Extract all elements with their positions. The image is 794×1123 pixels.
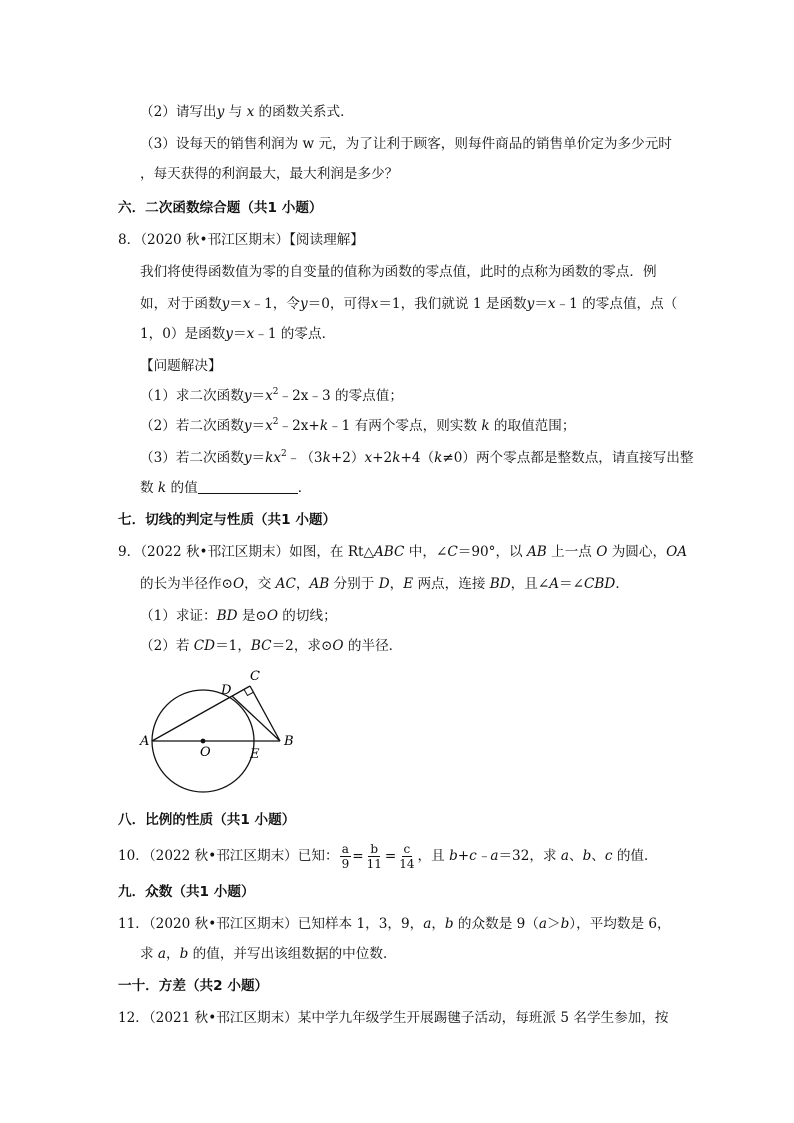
fraction-a-9: $\frac{a}{9}$	[341, 842, 350, 871]
p11-line-2: 求 a，b 的值，并写出该组数据的中位数．	[140, 946, 397, 962]
p8-item-3: （3）若二次函数$y=kx^2﹣(3k+2)x+2k+4(k\ne 0)$两个零点都是整数点，请直接写出整	[140, 449, 694, 466]
q3-line-1: （3）设每天的销售利润为 w 元，为了让利于顾客，则每件商品的销售单价定为多少元时	[140, 136, 672, 152]
section-7-title: 七．切线的判定与性质（共1 小题）	[118, 512, 337, 528]
segment-db	[232, 696, 280, 741]
segment-cb	[250, 686, 280, 741]
label-b: B	[284, 734, 294, 749]
segment-ac	[152, 686, 250, 741]
answer-blank[interactable]	[198, 479, 298, 494]
p8-item-2: （2）若二次函数$y=x^2﹣2x+k﹣1$ 有两个零点，则实数 k 的取值范围；	[140, 417, 576, 434]
label-e: E	[250, 747, 260, 762]
p8-line-1: 我们将使得函数值为零的自变量的值称为函数的零点值，此时的点称为函数的零点．例	[140, 264, 657, 280]
q2-line: （2）请写出y 与 x 的函数关系式．	[140, 104, 354, 120]
label-d: D	[221, 683, 232, 698]
section-9-title: 九．众数（共1 小题）	[118, 884, 255, 900]
problem-solving-label: 【问题解决】	[140, 358, 222, 374]
p12-line-1: 12．（2021 秋•邗江区期末）某中学九年级学生开展踢毽子活动，每班派 5 名学生参加，按	[118, 1010, 669, 1026]
p9-line-1: 9．（2022 秋•邗江区期末）如图，在 Rt△ABC 中，∠C＝90°，以 AB 上一点 O 为圆心，OA	[118, 544, 688, 560]
p9-line-2: 的长为半径作⊙O，交 AC，AB 分别于 D，E 两点，连接 BD，且∠A＝∠CBD．	[140, 576, 629, 592]
p9-item-1: （1）求证：BD 是⊙O 的切线；	[140, 608, 337, 624]
circle-tangent-figure	[130, 660, 310, 800]
section-8-title: 八．比例的性质（共1 小题）	[118, 812, 296, 828]
label-o: O	[200, 745, 211, 760]
problem-8-header: 8．（2020 秋•邗江区期末）【阅读理解】	[118, 232, 364, 248]
p8-item-3-cont: 数 k 的值 ．	[140, 480, 312, 496]
p8-line-2: 如，对于函数y＝x﹣1，令y＝0，可得x＝1，我们就说 1 是函数y＝x﹣1 的零点值，点（	[140, 296, 678, 312]
p10-line: 10．（2022 秋•邗江区期末）已知： $\frac{a}{9}$ = $\frac{b}{11}$ = $\frac{c}{14}$ ，且 b+c﹣a＝32，求 a、b、c 的值．	[118, 842, 658, 871]
section-6-title: 六．二次函数综合题（共1 小题）	[118, 200, 323, 216]
fraction-c-14: $\frac{c}{14}$	[399, 842, 415, 871]
p9-item-2: （2）若 CD＝1，BC＝2，求⊙O 的半径．	[140, 638, 403, 654]
p8-item-1: （1）求二次函数$y=x^2﹣2x﹣3$ 的零点值；	[140, 387, 403, 404]
p8-line-3: 1，0）是函数y＝x﹣1 的零点．	[140, 326, 336, 342]
center-point	[201, 739, 206, 744]
label-c: C	[250, 669, 260, 684]
label-a: A	[140, 734, 150, 749]
q3-line-2: ，每天获得的利润最大，最大利润是多少？	[140, 166, 399, 182]
p11-line-1: 11．（2020 秋•邗江区期末）已知样本 1，3，9，a，b 的众数是 9（a＞b），平均数是 6，	[118, 916, 671, 932]
fraction-b-11: $\frac{b}{11}$	[366, 842, 382, 871]
section-10-title: 一十．方差（共2 小题）	[118, 978, 269, 994]
